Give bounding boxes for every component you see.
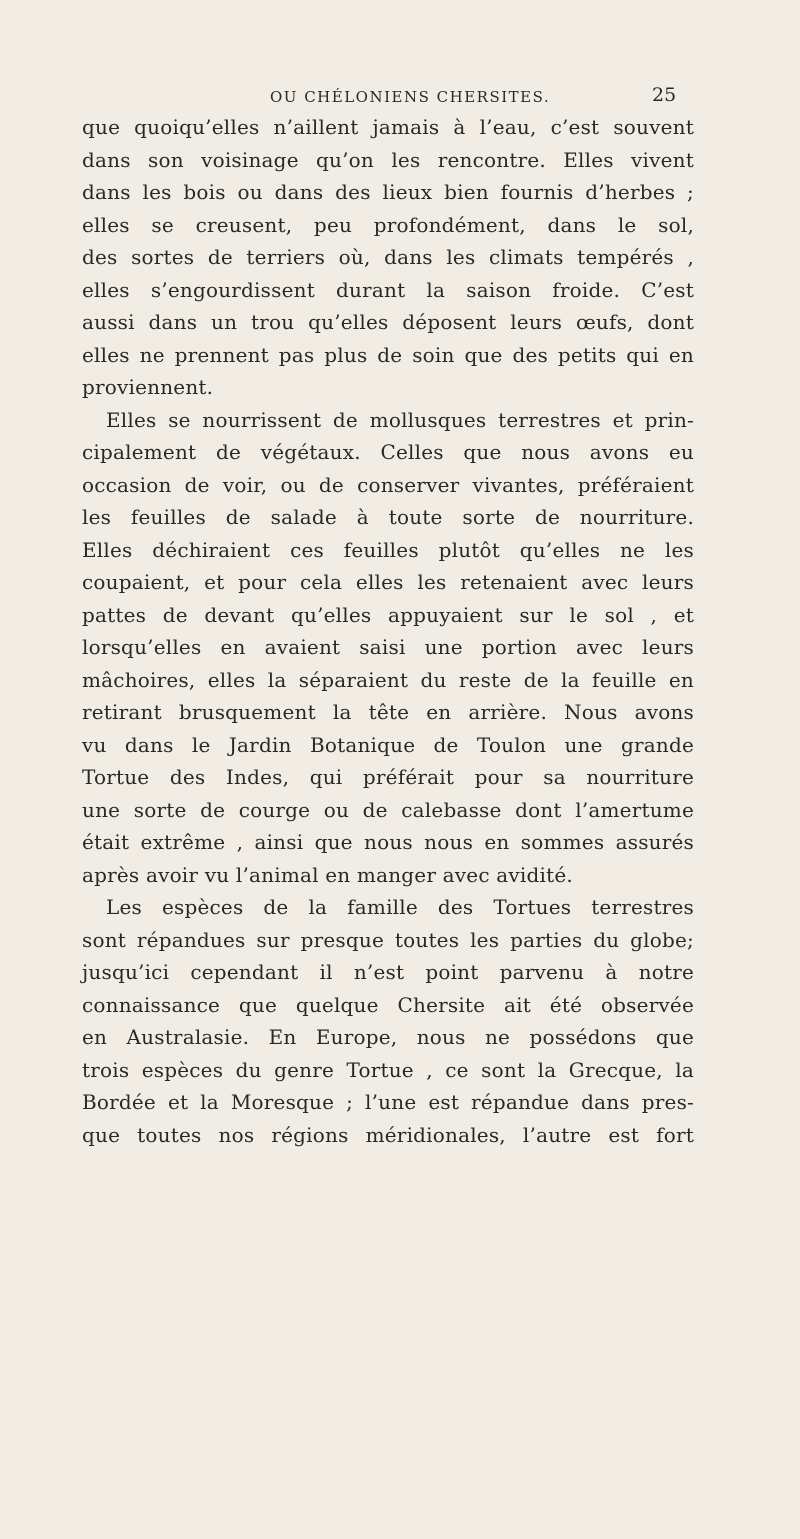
text-line: Elles déchiraient ces feuilles plutôt qu’elles ne les (82, 537, 694, 562)
text-line: retirant brusquement la tête en arrière. Nous avons (82, 700, 694, 724)
text-line: lorsqu’elles en avaient saisi une portion avec leurs (82, 635, 694, 659)
text-line: occasion de voir, ou de conserver vivantes, préféraient (82, 472, 694, 497)
text-line: mâchoires, elles la séparaient du reste de la feuille en (82, 667, 694, 692)
text-line: que quoiqu’elles n’aillent jamais à l’eau, c’est souvent (82, 115, 694, 139)
text-line: trois espèces du genre Tortue , ce sont la Grecque, la (82, 1057, 694, 1082)
text-line: proviennent. (82, 375, 214, 399)
text-line: coupaient, et pour cela elles les retenaient avec leurs (82, 570, 694, 594)
text-line: sont répandues sur presque toutes les parties du globe; (82, 927, 694, 952)
paragraph-2 (82, 404, 694, 892)
text-line: vu dans le Jardin Botanique de Toulon une grande (82, 732, 694, 757)
text-line: en Australasie. En Europe, nous ne possédons que (82, 1025, 694, 1049)
text-line: elles s’engourdissent durant la saison froide. C’est (82, 277, 694, 302)
text-line: cipalement de végétaux. Celles que nous avons eu (82, 440, 694, 464)
paragraph-1 (82, 111, 694, 404)
text-line: Les espèces de la famille des Tortues terrestres (106, 895, 694, 919)
text-line: des sortes de terriers où, dans les climats tempérés , (82, 245, 694, 269)
text-line: elles se creusent, peu profondément, dans le sol, (82, 212, 694, 237)
text-line: dans son voisinage qu’on les rencontre. Elles vivent (82, 147, 694, 172)
text-line: jusqu’ici cependant il n’est point parvenu à notre (82, 960, 694, 984)
text-line: connaissance que quelque Chersite ait été observée (82, 992, 694, 1017)
text-line: les feuilles de salade à toute sorte de nourriture. (82, 505, 694, 529)
running-head: OU CHÉLONIENS CHERSITES. (270, 88, 551, 106)
text-line: une sorte de courge ou de calebasse dont l’amertume (82, 797, 694, 822)
text-line: Tortue des Indes, qui préférait pour sa nourriture (82, 765, 694, 789)
text-line: Elles se nourrissent de mollusques terrestres et prin- (106, 407, 694, 432)
text-line: pattes de devant qu’elles appuyaient sur le sol , et (82, 602, 694, 627)
text-line: après avoir vu l’animal en manger avec avidité. (82, 862, 573, 887)
body-text (82, 111, 694, 1151)
text-line: que toutes nos régions méridionales, l’autre est fort (82, 1122, 694, 1147)
text-line: aussi dans un trou qu’elles déposent leurs œufs, dont (82, 310, 694, 334)
page-number: 25 (652, 84, 677, 106)
text-line: Bordée et la Moresque ; l’une est répandue dans pres- (82, 1090, 694, 1114)
paragraph-3 (82, 891, 694, 1151)
text-line: elles ne prennent pas plus de soin que des petits qui en (82, 342, 694, 367)
text-line: dans les bois ou dans des lieux bien fournis d’herbes ; (82, 180, 694, 204)
text-line: était extrême , ainsi que nous nous en sommes assurés (82, 830, 694, 854)
